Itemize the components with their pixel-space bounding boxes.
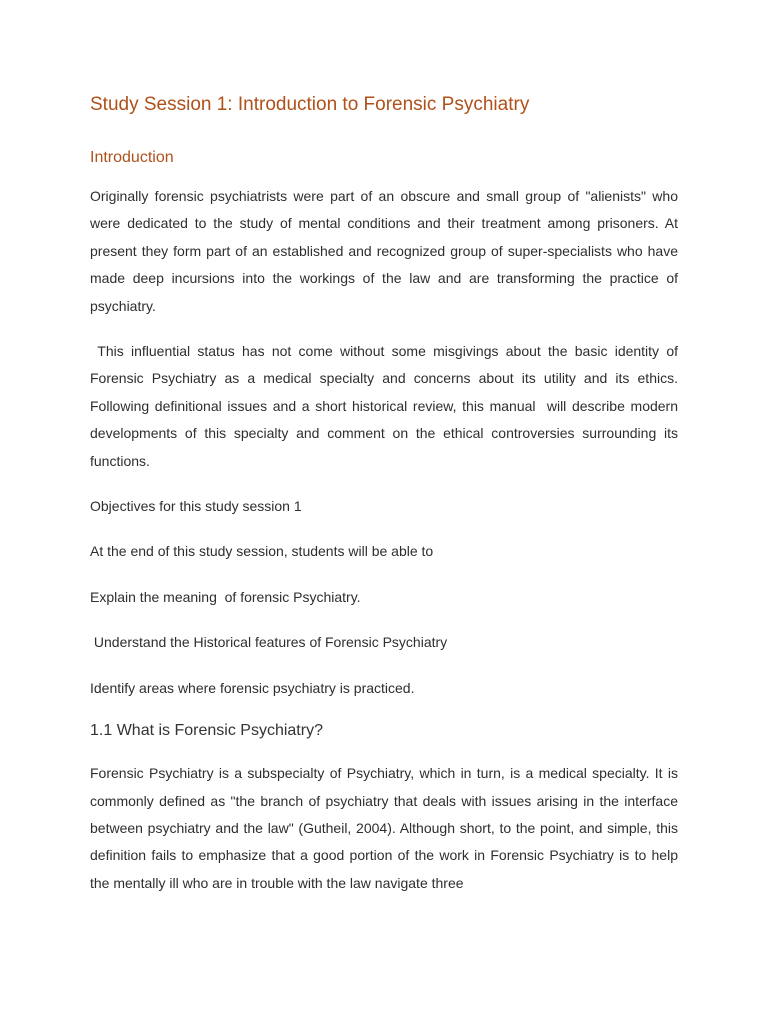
intro-paragraph-1: Originally forensic psychiatrists were part of an obscure and small group of "alienists" who were dedicated to the study of mental conditions and their treatment among prisoners. At present they form part of an established and recognized group of super-specialists who have made deep incursions into the workings of the law and are transforming the practice of psychiatry. bbox=[90, 188, 678, 314]
section-1-1-paragraph: Forensic Psychiatry is a subspecialty of Psychiatry, which in turn, is a medical specialty. It is commonly defined as "the branch of psychiatry that deals with issues arising in the interface between psychiatry and the law" (Gutheil, 2004). Although short, to the point, and simple, this definition fails to emphasize that a good portion of the work in Forensic Psychiatry is to help the mentally ill who are in trouble with the law navigate three bbox=[90, 765, 678, 891]
objectives-heading: Objectives for this study session 1 bbox=[90, 498, 302, 515]
objective-item: Identify areas where forensic psychiatry is practiced. bbox=[90, 679, 415, 696]
introduction-heading: Introduction bbox=[90, 149, 174, 166]
document-content bbox=[90, 92, 682, 897]
objectives-intro: At the end of this study session, students will be able to bbox=[90, 543, 434, 560]
objective-item: Explain the meaning of forensic Psychiatry. bbox=[90, 588, 361, 605]
objective-item: Understand the Historical features of Forensic Psychiatry bbox=[90, 634, 448, 651]
section-heading-1-1: 1.1 What is Forensic Psychiatry? bbox=[90, 722, 323, 740]
intro-paragraph-2: This influential status has not come without some misgivings about the basic identity of Forensic Psychiatry as a medical specialty and concerns about its utility and its ethics. Following definitional issues and a short historical review, this manual will describe modern developments of this specialty and comment on the ethical controversies surrounding its functions. bbox=[90, 343, 682, 469]
page-title: Study Session 1: Introduction to Forensic Psychiatry bbox=[90, 94, 530, 115]
